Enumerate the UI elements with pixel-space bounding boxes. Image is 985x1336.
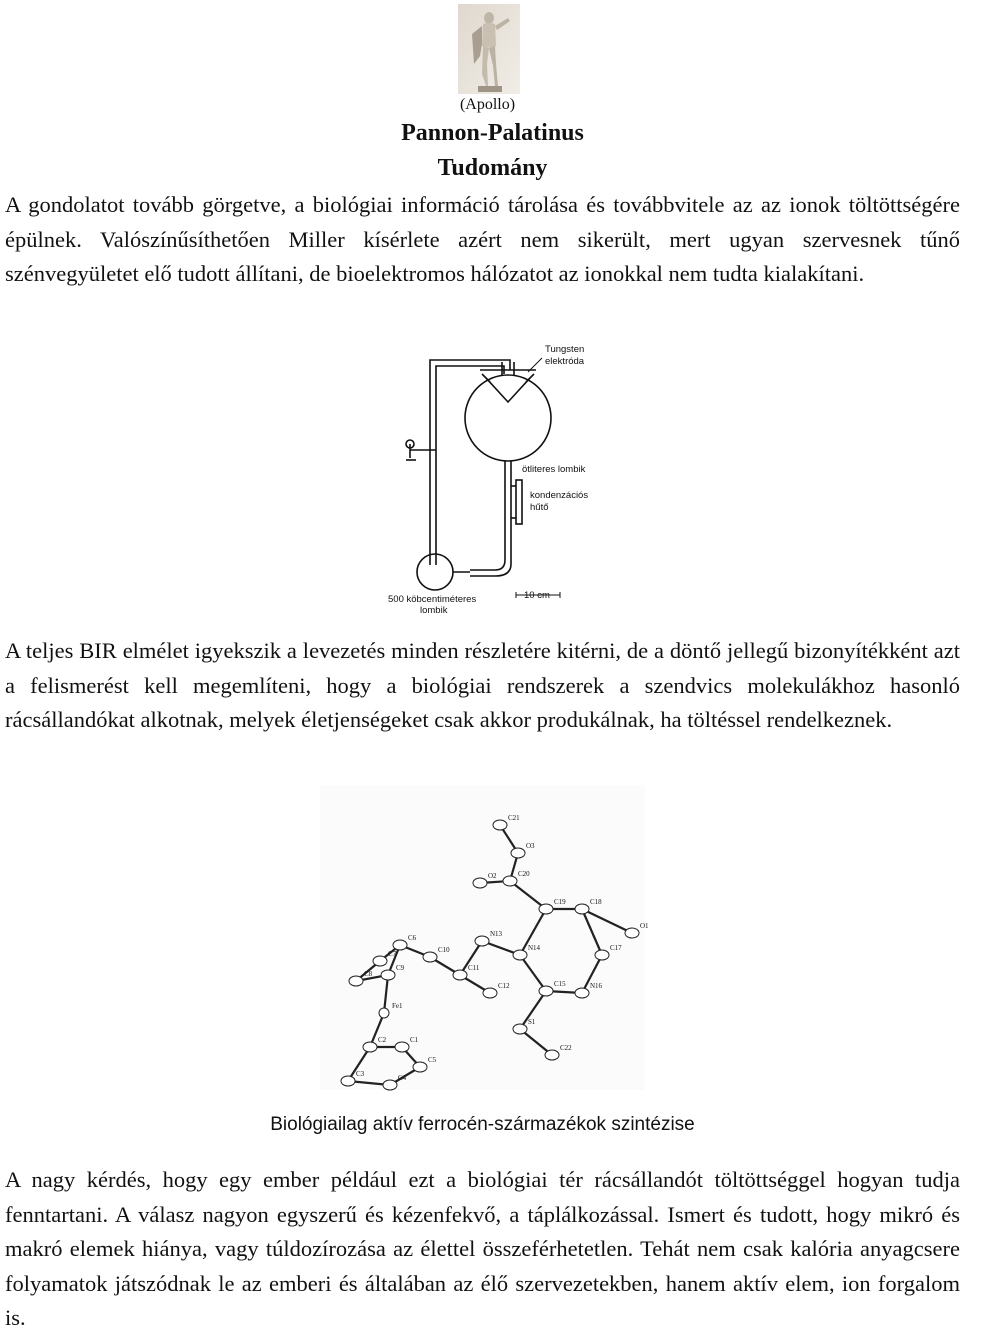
intro-paragraph: A gondolatot tovább görgetve, a biológiai információ tárolása és továbbvitele az az ionok töltöttségére épülnek. Valószínűsíthetően Miller kísérlete azért nem sikerült, mert ugyan szervesnek tűnő szénvegyületet elő tudott állítani, de bioelektromos hálózatot az ionokkal nem tudta kialakítani.	[5, 192, 960, 286]
miller-apparatus-diagram	[380, 340, 620, 620]
atom-c19	[539, 904, 553, 914]
atom-label-c20: C20	[518, 870, 530, 878]
atom-n16	[575, 988, 589, 998]
atom-s1	[513, 1024, 527, 1034]
atom-label-c8: C8	[364, 970, 373, 978]
atom-o3	[511, 848, 525, 858]
image-caption: (Apollo)	[459, 96, 516, 113]
closing-paragraph: A nagy kérdés, hogy egy ember például ezt a biológiai tér rácsállandót töltöttséggel hogyan tudja fenntartani. A válasz nagyon egyszerű és kézenfekvő, a táplálkozással. Ismert és tudott, hogy mikró és makró elemek hiánya, vagy túldozírozása az élettel összeférhetetlen. Tehát nem csak kalória anyagcsere folyamatok játszódnak le az emberi és általában az élő szervezetekben, hanem aktív elem, ion forgalom is.	[5, 1167, 960, 1330]
atom-c17	[595, 950, 609, 960]
atom-c15	[539, 986, 553, 996]
atom-c10	[423, 952, 437, 962]
atom-c18	[575, 904, 589, 914]
atom-label-c6: C6	[408, 934, 417, 942]
atom-fe1	[379, 1008, 389, 1018]
atom-label-o2: O2	[488, 872, 497, 880]
atom-c9	[381, 970, 395, 980]
atom-label-o3: O3	[526, 842, 535, 850]
electrode-label-line2: elektróda	[545, 356, 585, 367]
atom-c7	[373, 956, 387, 966]
atom-label-c5: C5	[428, 1056, 437, 1064]
atom-label-n13: N13	[490, 930, 503, 938]
atom-label-s1: S1	[528, 1018, 536, 1026]
apollo-statue-image	[458, 4, 520, 94]
figure-caption: Biológiailag aktív ferrocén-származékok szintézise	[270, 1114, 695, 1135]
atom-c12	[483, 988, 497, 998]
bir-paragraph: A teljes BIR elmélet igyekszik a levezetés minden részletére kitérni, de a döntő jellegű bizonyítékként azt a felismerést kell megemlíteni, hogy a biológiai rendszerek a szendvics molekulákhoz hasonló rácsállandókat alkotnak, melyek életjenségeket csak akkor produkálnak, ha töltéssel rendelkeznek.	[5, 638, 960, 732]
scale-bar-label: 10 cm	[524, 590, 550, 601]
page-title: Pannon-Palatinus	[401, 120, 584, 146]
atom-n14	[513, 950, 527, 960]
atom-label-c19: C19	[554, 898, 566, 906]
atom-label-n14: N14	[528, 944, 541, 952]
atom-label-c3: C3	[356, 1070, 365, 1078]
atom-label-c1: C1	[410, 1036, 419, 1044]
atom-c5	[413, 1062, 427, 1072]
atom-label-c17: C17	[610, 944, 622, 952]
atom-label-c11: C11	[468, 964, 480, 972]
atom-label-c2: C2	[378, 1036, 387, 1044]
atom-c6	[393, 940, 407, 950]
atom-label-c15: C15	[554, 980, 566, 988]
atom-n13	[475, 936, 489, 946]
atom-label-c22: C22	[560, 1044, 572, 1052]
atom-label-fe1: Fe1	[392, 1002, 403, 1010]
atom-c2	[363, 1042, 377, 1052]
atom-c3	[341, 1076, 355, 1086]
flask-label: ötliteres lombik	[522, 464, 586, 475]
atom-label-n16: N16	[590, 982, 603, 990]
small-flask-label-line2: lombik	[420, 605, 448, 616]
atom-label-c21: C21	[508, 814, 520, 822]
atom-label-c12: C12	[498, 982, 510, 990]
page-subtitle: Tudomány	[437, 155, 548, 181]
electrode-label-line1: Tungsten	[545, 344, 585, 355]
atom-label-c9: C9	[396, 964, 405, 972]
atom-c1	[395, 1042, 409, 1052]
atom-c22	[545, 1050, 559, 1060]
atom-c20	[503, 876, 517, 886]
condenser-label-line2: hűtő	[530, 502, 549, 513]
atom-o2	[473, 878, 487, 888]
atom-c4	[383, 1080, 397, 1090]
atom-o1	[625, 928, 639, 938]
condenser-label-line1: kondenzációs	[530, 490, 589, 501]
small-flask-label-line1: 500 köbcentiméteres	[388, 594, 477, 605]
atom-c21	[493, 820, 507, 830]
atom-label-c18: C18	[590, 898, 602, 906]
atom-label-c10: C10	[438, 946, 450, 954]
atom-label-c4: C4	[398, 1074, 407, 1082]
atom-label-o1: O1	[640, 922, 649, 930]
atom-label-c7: C7	[388, 950, 397, 958]
atom-c8	[349, 976, 363, 986]
ferrocene-molecule-diagram	[320, 785, 649, 1090]
atom-c11	[453, 970, 467, 980]
